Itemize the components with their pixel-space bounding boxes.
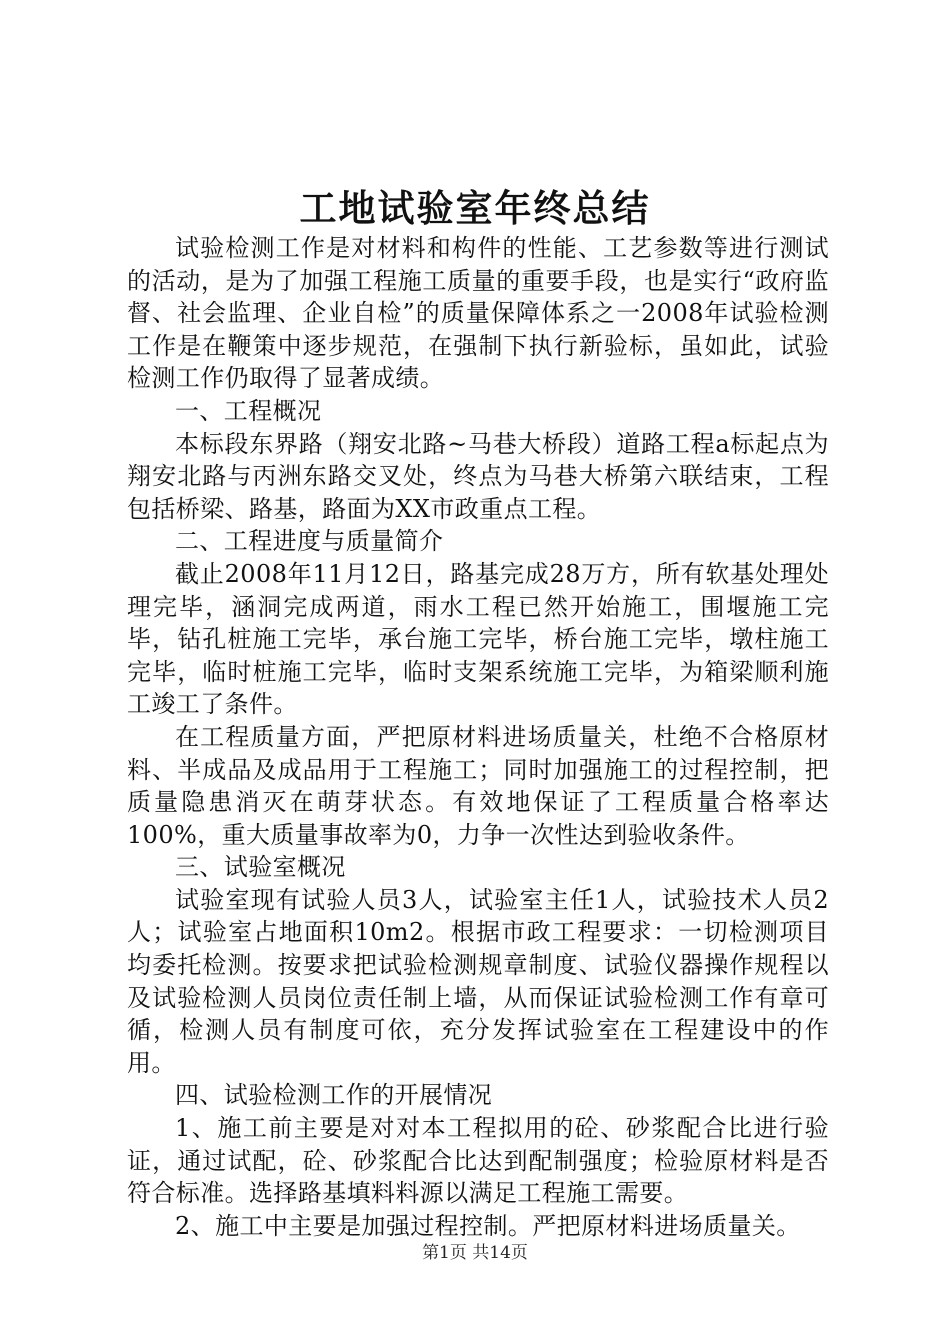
testing-item-1-paragraph: 1、施工前主要是对对本工程拟用的砼、砂浆配合比进行验证，通过试配，砼、砂浆配合比达到配制强度；检验原材料是否符合标准。选择路基填料料源以满足工程施工需要。 [127,1114,829,1208]
quality-paragraph: 在工程质量方面，严把原材料进场质量关，杜绝不合格原材料、半成品及成品用于工程施工；同时加强施工的过程控制，把质量隐患消灭在萌芽状态。有效地保证了工程质量合格率达100%，重大质量事故率为0，力争一次性达到验收条件。 [127,722,829,849]
lab-overview-paragraph: 试验室现有试验人员3人，试验室主任1人，试验技术人员2人；试验室占地面积10m2。根据市政工程要求：一切检测项目均委托检测。按要求把试验检测规章制度、试验仪器操作规程以及试验检测人员岗位责任制上墙，从而保证试验检测工作有章可循，检测人员有制度可依，充分发挥试验室在工程建设中的作用。 [127,885,829,1077]
intro-paragraph: 试验检测工作是对材料和构件的性能、工艺参数等进行测试的活动，是为了加强工程施工质量的重要手段，也是实行“政府监督、社会监理、企业自检”的质量保障体系之一2008年试验检测工作是在鞭策中逐步规范，在强制下执行新验标，虽如此，试验检测工作仍取得了显著成绩。 [127,234,829,393]
section-heading-progress-quality: 二、工程进度与质量简介 [175,527,444,556]
section-heading-testing-work: 四、试验检测工作的开展情况 [175,1081,493,1110]
progress-paragraph: 截止2008年11月12日，路基完成28万方，所有软基处理处理完毕，涵洞完成两道，雨水工程已然开始施工，围堰施工完毕，钻孔桩施工完毕，承台施工完毕，桥台施工完毕，墩柱施工完毕，临时桩施工完毕，临时支架系统施工完毕，为箱梁顺利施工竣工了条件。 [127,559,829,719]
project-overview-paragraph: 本标段东界路（翔安北路~马巷大桥段）道路工程a标起点为翔安北路与丙洲东路交叉处，终点为马巷大桥第六联结束，工程包括桥梁、路基，路面为XX市政重点工程。 [127,429,829,523]
document-body [127,232,829,1242]
testing-item-2-paragraph: 2、施工中主要是加强过程控制。严把原材料进场质量关。 [175,1211,801,1240]
section-heading-lab-overview: 三、试验室概况 [175,853,346,882]
section-heading-project-overview: 一、工程概况 [175,396,322,425]
document-title: 工地试验室年终总结 [299,187,651,230]
page-number-footer: 第1页 共14页 [422,1243,528,1263]
